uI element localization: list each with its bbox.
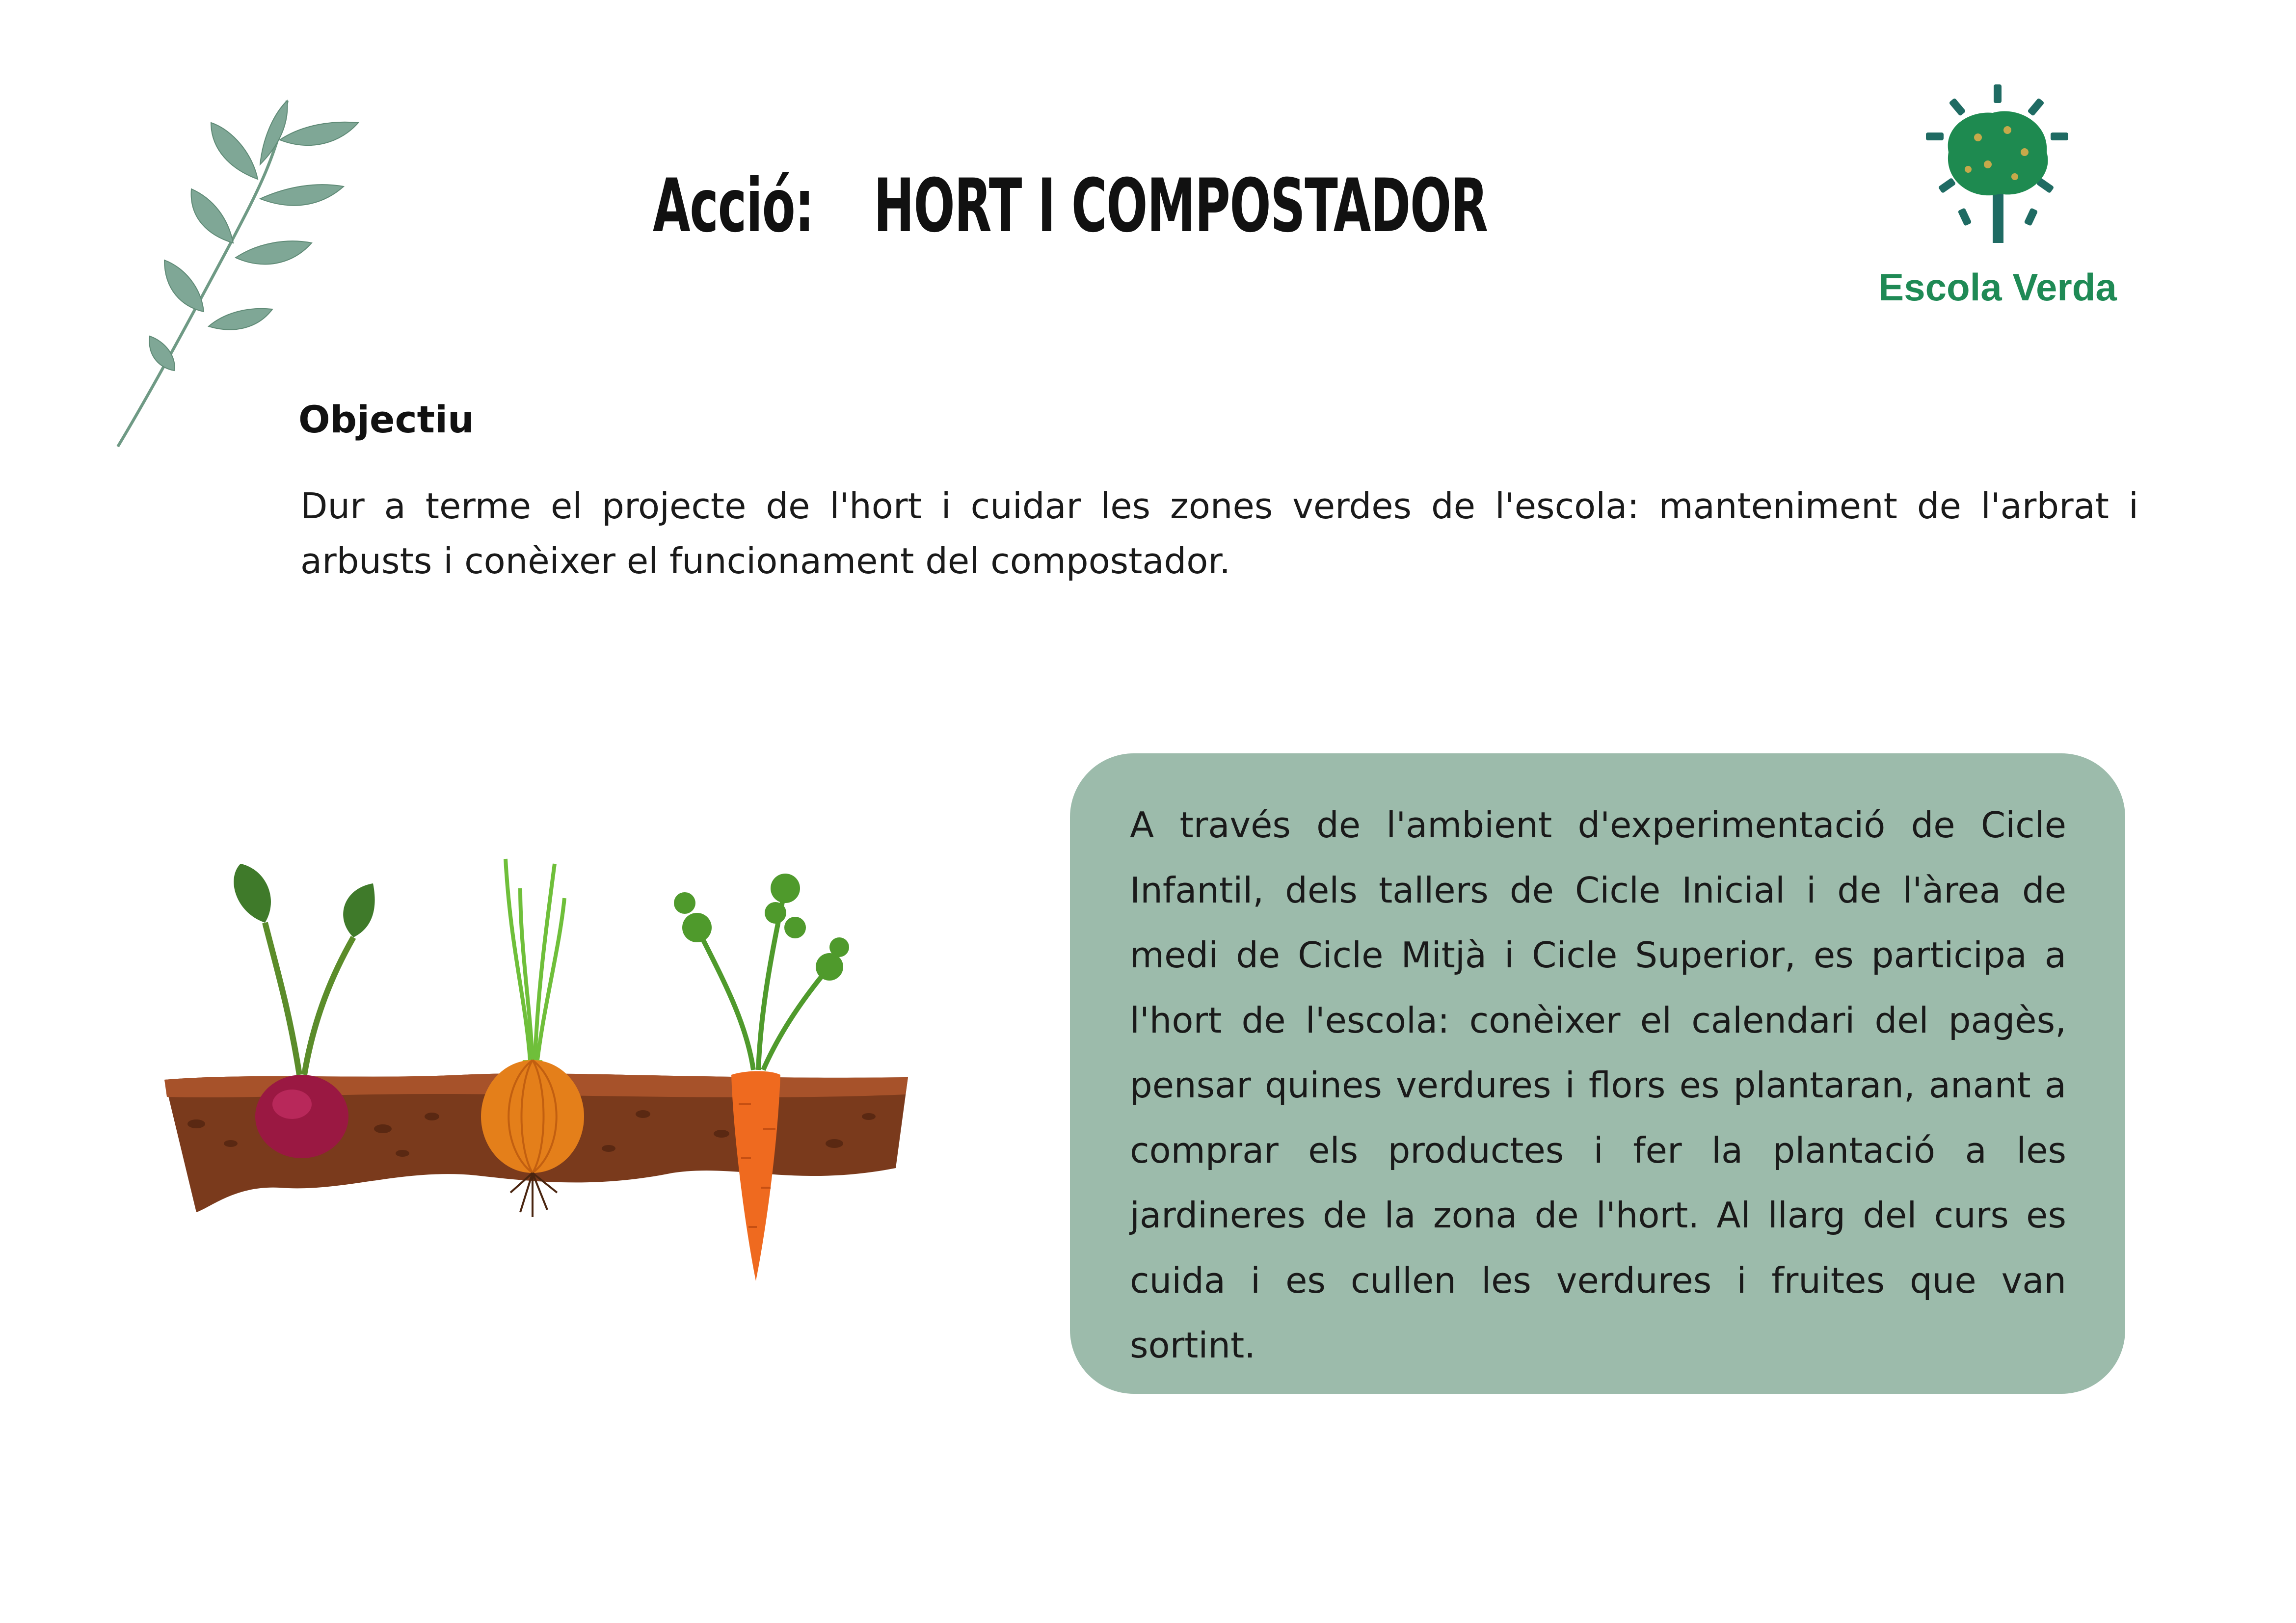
title-text: HORT I COMPOSTADOR	[874, 163, 1488, 249]
info-card-text: A través de l'ambient d'experimentació de Cicle Infantil, dels tallers de Cicle Inicial i de l'àrea de medi de Cicle Mitjà i Cicle Superior, es participa a l'hort de l'escola: conèixer el calendari del pagès, pensar quines verdures i flors es plantaran, anant a comprar els productes i fer la plantació a les jardineres de la zona de l'hort. Al llarg del curs es cuida i es cullen les verdures i fruites que van sortint.	[1130, 804, 2066, 1366]
escola-verda-logo	[1865, 83, 2130, 314]
logo-text: Escola Verda	[1878, 266, 2117, 309]
page-title	[653, 157, 1804, 255]
title-label: Acció:	[653, 163, 814, 249]
objective-heading: Objectiu	[298, 398, 475, 441]
info-card	[1070, 753, 2125, 1394]
tree-sun-icon	[1909, 83, 2086, 245]
vegetables-in-soil-icon	[157, 849, 913, 1296]
objective-body: Dur a terme el projecte de l'hort i cuidar les zones verdes de l'escola: manteniment de l'arbrat i arbusts i conèixer el funcionament del compostador.	[300, 485, 2138, 582]
